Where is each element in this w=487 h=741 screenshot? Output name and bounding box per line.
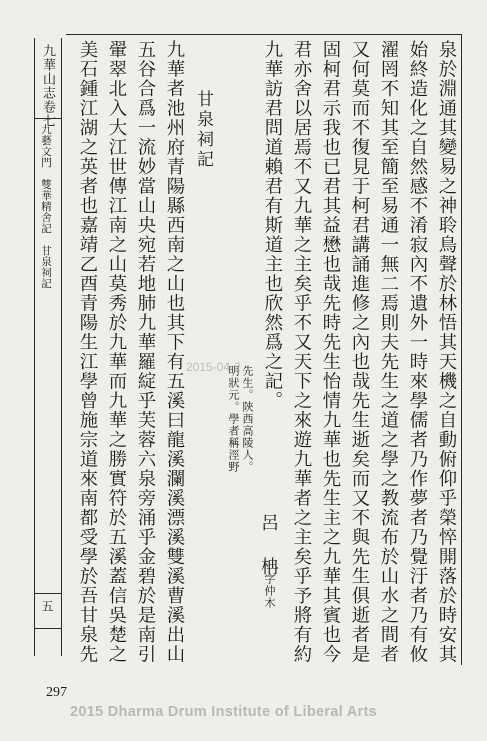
section-title: 九藝文門 雙華精舍記 甘泉祠記 [40,124,52,289]
text-column: 濯罔不知其至簡至易通一無二焉則夫先生之道之學之教流布於山水之間者 [378,40,399,664]
text-column: 九華訪君問道賴君有斯道主也欣然爲之記。 [262,40,283,411]
author-note: 先生。陝西高陵人。 [241,365,254,473]
text-column: 始終造化之自然感不淆寂內不遺外一時來學儒者乃作夢者乃覺汙者乃有攸 [407,40,428,664]
text-column: 五谷合爲一流妙當山央宛若地肺九華羅綻乎芙蓉六泉旁涌乎金碧於是南引 [135,40,156,664]
folio-number: 五 [40,600,54,612]
text-column: 翬翠北入大江世傳江南之山莫秀於九華而九華之勝實符於五溪蓋信吳楚之 [106,40,127,664]
author-note: 明狀元。學者稱涇野 [227,365,240,473]
text-column: 固柯君示我也已君其益懋也哉先時先生怡情九華也先生主之九華其賓也今 [320,40,341,664]
margin-divider [35,118,61,119]
author-courtesy-name: 字仲木 [263,573,276,609]
margin-divider [35,593,61,594]
date-stamp: 2015-04-2 [186,360,241,374]
text-column: 又何莫而不復見于柯君講誦進修之內也哉先生逝矣而又不與先生俱逝者是 [349,40,370,664]
main-text-block [66,34,462,665]
book-title: 九華山志卷七 [40,44,55,128]
margin-column [34,38,62,656]
text-column: 美石鍾江湖之英者也嘉靖乙酉青陽生江學曾施宗道來南都受學於吾甘泉先 [77,40,98,664]
essay-heading: 甘泉祠記 [193,90,213,170]
text-column: 泉於淵通其變易之神聆鳥聲於林悟其天機之自動俯仰乎榮悴開落於時安其 [436,40,457,664]
text-column: 九華者池州府青陽縣西南之山也其下有五溪曰龍溪瀾溪漂溪雙溪曹溪出山 [164,40,185,664]
text-column: 君亦舍以居焉不又九華之主矣乎不又天下之來遊九華者之主矣乎予將有約 [291,40,312,664]
page-number: 297 [46,685,67,700]
author-name: 呂 柟 [258,513,279,579]
margin-divider [35,628,61,629]
watermark: 2015 Dharma Drum Institute of Liberal Arts [70,704,377,720]
